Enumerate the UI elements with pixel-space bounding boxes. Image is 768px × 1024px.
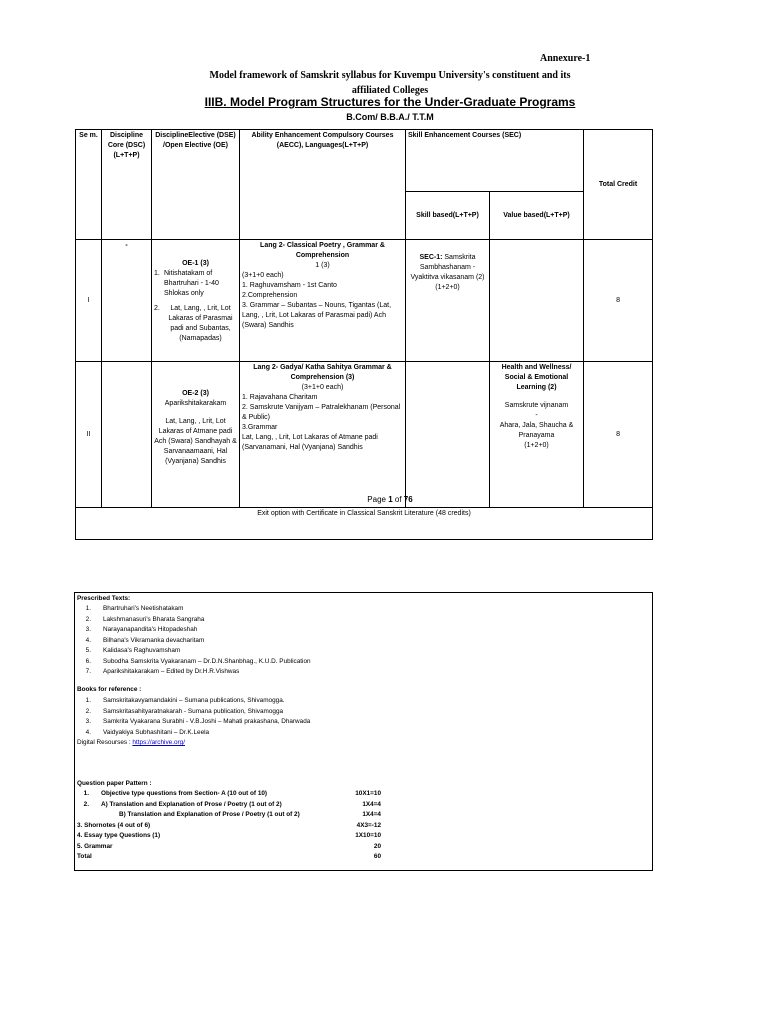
oe-cell xyxy=(152,240,240,362)
table-row-exit xyxy=(76,508,653,540)
prescribed-text-item-number: 3. xyxy=(85,626,91,633)
sem-cell: II xyxy=(76,362,102,508)
value-text: Samskrute vijnanam xyxy=(504,402,569,409)
header-dse: DisciplineElective (DSE) /Open Elective (OE) xyxy=(152,130,240,240)
reference-book-item-number: 2. xyxy=(85,707,91,715)
dsc-cell: - xyxy=(102,240,152,362)
skill-cell xyxy=(406,240,490,362)
header-sec: Skill Enhancement Courses (SEC) xyxy=(406,130,584,192)
reference-book-item-number: 3. xyxy=(85,718,91,725)
oe-item-number: 1. xyxy=(154,270,160,277)
question-pattern-number: 1. xyxy=(83,790,89,797)
sem-cell: I xyxy=(76,240,102,362)
document-title-line2: affiliated Colleges xyxy=(351,85,429,96)
question-pattern-row xyxy=(75,800,652,811)
reference-book-item-text: Samkrita Vyakarana Surabhi - V.B.Joshi – Mahati prakashana, Dharwada xyxy=(103,718,311,725)
value-title: Health and Wellness/ Social & Emotional Learning (2) xyxy=(501,364,572,391)
oe-title: OE-1 (3) xyxy=(182,260,209,267)
prescribed-text-item-number: 4. xyxy=(85,636,91,644)
question-pattern-row xyxy=(75,842,652,853)
lang-title: Lang 2- Gadya/ Katha Sahitya Grammar & Comprehension (3) xyxy=(253,364,392,381)
header-total: Total Credit xyxy=(584,130,653,240)
lang-ltp: (3+1+0 each) xyxy=(301,384,344,391)
question-pattern-marks: 1X4=4 xyxy=(362,811,381,818)
question-pattern-text: Objective type questions from Section- A (10 out of 10) xyxy=(101,790,268,797)
question-pattern-text: 4. Essay type Questions (1) xyxy=(77,832,161,839)
sec-text: Samskrita Sambhashanam - Vyaktitva vikasanam (2) (1+2+0) xyxy=(410,254,485,291)
program-names: B.Com/ B.B.A./ T.T.M xyxy=(346,112,434,122)
lang-item: Lat, Lang, , Lrit, Lot Lakaras of Atmane padi xyxy=(242,434,378,441)
prescribed-text-item-text: Bhartruhari's Neetishatakam xyxy=(103,605,184,612)
lang-item: 3.Grammar xyxy=(242,424,278,431)
question-pattern-marks: 1X10=10 xyxy=(355,832,381,839)
reference-book-item xyxy=(75,717,652,728)
document-subtitle: IIIB. Model Program Structures for the Under-Graduate Programs xyxy=(204,95,576,109)
question-pattern-heading: Question paper Pattern : xyxy=(77,780,152,787)
question-pattern-row xyxy=(75,831,652,842)
prescribed-text-item-number: 2. xyxy=(85,615,91,623)
header-dsc: Discipline Core (DSC) (L+T+P) xyxy=(102,130,152,240)
digital-resources: Digital Resourses : https://archive.org/ xyxy=(77,739,185,746)
prescribed-text-item-text: Subodha Samskrita Vyakaranam – Dr.D.N.Shanbhag., K.U.D. Publication xyxy=(103,657,311,665)
reference-book-item-text: Samskritasahityaratnakarah - Sumana publication, Shivamogga xyxy=(103,707,284,715)
aecc-cell xyxy=(240,240,406,362)
question-pattern-text: B) Translation and Explanation of Prose / Poetry (1 out of 2) xyxy=(119,811,300,818)
prescribed-text-item-number: 7. xyxy=(85,668,91,675)
annexure-label: Annexure-1 xyxy=(540,53,591,64)
header-value-based: Value based(L+T+P) xyxy=(490,192,584,240)
question-pattern-row xyxy=(75,810,652,821)
value-cell xyxy=(490,240,584,362)
reference-book-item xyxy=(75,728,652,739)
oe-item: Nitishatakam of Bhartruhari - 1-40 Shlokas only xyxy=(164,270,219,297)
oe-cell xyxy=(152,362,240,508)
reference-books-heading: Books for reference : xyxy=(77,686,142,693)
lang-item: 2.Comprehension xyxy=(242,292,298,299)
question-pattern-marks: 4X3=-12 xyxy=(356,821,381,829)
lang-item: 2. Samskrute Vanijyam – Patralekhanam (Personal & Public) xyxy=(242,404,401,421)
exit-option: Exit option with Certificate in Classical Sanskrit Literature (48 credits) xyxy=(76,508,653,540)
prescribed-text-item-number: 6. xyxy=(85,657,91,665)
question-pattern-text: Total xyxy=(77,853,92,860)
question-pattern-row xyxy=(75,821,652,832)
reference-book-item xyxy=(75,707,652,718)
reference-book-item-text: Vaidyakiya Subhashitani – Dr.K.Leela xyxy=(103,728,210,736)
oe-text: Lat, Lang, , Lrit, Lot Lakaras of Atmane padi Ach (Swara) Sandhayah & Sarvanaamaani, Hal (Vyanjana) Sandhis xyxy=(154,418,237,465)
value-text: (1+2+0) xyxy=(524,442,549,449)
question-pattern-number: 2. xyxy=(83,800,89,808)
value-text: Ahara, Jala, Shaucha & Pranayama xyxy=(499,422,574,439)
lang-title: Lang 2- Classical Poetry , Grammar & Comprehension xyxy=(260,242,385,259)
question-pattern-marks: 1X4=4 xyxy=(362,800,381,808)
table-row-sem1 xyxy=(76,240,653,362)
oe-item-number: 2. xyxy=(154,305,160,312)
reference-book-item-number: 1. xyxy=(85,697,91,704)
header-sem: Se m. xyxy=(76,130,102,240)
lang-item: 1. Rajavahana Charitam xyxy=(242,394,318,401)
question-pattern-text: 3. Shornotes (4 out of 6) xyxy=(77,821,151,829)
value-text: - xyxy=(535,412,538,419)
lang-credit: 1 (3) xyxy=(315,262,330,269)
reference-book-item xyxy=(75,696,652,707)
oe-subtitle: Aparikshitakarakam xyxy=(164,400,227,407)
prescribed-text-item xyxy=(75,667,652,678)
question-pattern-text: 5. Grammar xyxy=(77,842,113,850)
archive-link[interactable]: https://archive.org/ xyxy=(132,739,185,746)
lang-item: (Sarvanamani, Hal (Vyanjana) Sandhis xyxy=(242,444,363,451)
prescribed-text-item xyxy=(75,646,652,657)
question-pattern-row xyxy=(75,789,652,800)
question-pattern-marks: 60 xyxy=(373,853,381,860)
question-pattern-marks: 20 xyxy=(373,842,381,850)
prescribed-text-item-text: Narayanapandita's Hitopadeshah xyxy=(103,626,198,633)
lang-item: 1. Raghuvamsham - 1st Canto xyxy=(242,282,337,289)
lang-item: 3. Grammar – Subantas – Nouns, Tigantas (Lat, Lang, , Lrit, Lot Lakaras of Parasmai padi) Ach (Swara) Sandhis xyxy=(242,302,392,329)
prescribed-text-item xyxy=(75,636,652,647)
oe-title: OE-2 (3) xyxy=(182,390,209,397)
oe-item: Lat, Lang, , Lrit, Lot Lakaras of Parasmai padi and Subantas, (Namapadas) xyxy=(168,305,233,342)
sec-label: SEC-1: xyxy=(419,254,443,261)
total-cell: 8 xyxy=(584,240,653,362)
total-cell: 8 xyxy=(584,362,653,508)
prescribed-text-item xyxy=(75,604,652,615)
prescribed-text-item-text: Kalidasa's Raghuvamsham xyxy=(103,647,181,654)
dsc-cell xyxy=(102,362,152,508)
prescribed-text-item-number: 5. xyxy=(85,647,91,654)
question-pattern-text: A) Translation and Explanation of Prose / Poetry (1 out of 2) xyxy=(101,800,282,808)
header-skill-based: Skill based(L+T+P) xyxy=(406,192,490,240)
question-pattern-row xyxy=(75,852,652,863)
prescribed-texts-heading: Prescribed Texts: xyxy=(77,595,131,602)
prescribed-text-item xyxy=(75,657,652,668)
prescribed-texts-box xyxy=(74,592,653,871)
page-number: Page 1 of 76 xyxy=(367,495,413,504)
question-pattern-marks: 10X1=10 xyxy=(355,790,381,797)
lang-ltp: (3+1+0 each) xyxy=(242,272,284,279)
prescribed-text-item xyxy=(75,625,652,636)
reference-book-item-number: 4. xyxy=(85,728,91,736)
program-structure-table xyxy=(75,129,653,540)
prescribed-text-item-text: Aparikshitakarakam – Edited by Dr.H.R.Vishwas xyxy=(103,668,240,675)
skill-cell xyxy=(406,362,490,508)
prescribed-text-item xyxy=(75,615,652,626)
table-row-sem2 xyxy=(76,362,653,508)
document-title: Model framework of Samskrit syllabus for Kuvempu University's constituent and its xyxy=(209,70,571,81)
aecc-cell xyxy=(240,362,406,508)
prescribed-text-item-number: 1. xyxy=(85,605,91,612)
value-cell xyxy=(490,362,584,508)
prescribed-text-item-text: Lakshmanasuri's Bharata Sangraha xyxy=(103,615,205,623)
prescribed-text-item-text: Bilhana's Vikramanka devacharitam xyxy=(103,636,205,644)
header-aecc: Ability Enhancement Compulsory Courses (AECC), Languages(L+T+P) xyxy=(240,130,406,240)
reference-book-item-text: Samskritakavyamandakini – Sumana publications, Shivamogga. xyxy=(103,697,285,704)
